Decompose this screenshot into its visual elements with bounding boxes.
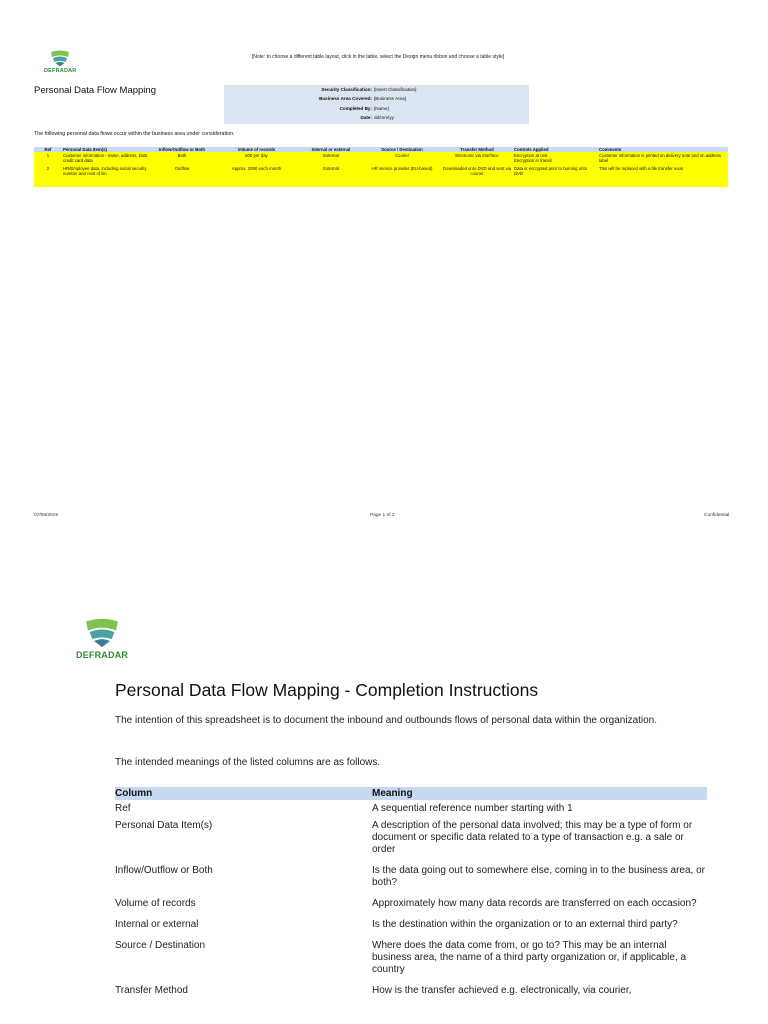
definition-meaning: Is the data going out to somewhere else, coming in to the business area, or both? [372, 865, 705, 888]
column-definitions-table [115, 787, 707, 997]
definition-meaning: A description of the personal data involved; this may be a type of form or document or specific data related to a type of transaction e.g. a sale or order [372, 820, 693, 855]
definitions-header [115, 787, 707, 800]
table-layout-note: [Note: to choose a different table layout, click in the table, select the Design menu ribbon and choose a table style] [251, 54, 505, 60]
meta-row-date: Date: dd/mm/yy [360, 115, 394, 120]
instructions-title: Personal Data Flow Mapping - Completion Instructions [115, 680, 539, 700]
definition-column: Inflow/Outflow or Both [115, 865, 213, 876]
column-header: Transfer Method [441, 147, 513, 152]
table-cell: External [299, 165, 363, 187]
definition-column: Transfer Method [115, 985, 188, 996]
table-cell: Customer information - name, address, DoB, credit card data [62, 152, 150, 165]
column-header: Controls Applied [513, 147, 598, 152]
logo-text: DEFRADAR [44, 68, 77, 74]
definition-row [115, 865, 707, 889]
meta-row-classification: Security Classification: [Insert Classification] [321, 87, 417, 92]
column-header: Volume of records [214, 147, 299, 152]
table-cell: HR service provider (EU-based) [363, 165, 441, 187]
table-cell: Data is encrypted prior to burning onto DVD [513, 165, 598, 187]
definition-row [115, 820, 707, 856]
defradar-logo [44, 50, 76, 74]
table-cell: Downloaded onto DVD and sent via courier [441, 165, 513, 187]
table-cell: HR/Employee data, including social security number and next of kin [62, 165, 150, 187]
header-meaning: Meaning [372, 788, 413, 799]
footer-page-number: Page 1 of 2 [370, 513, 395, 518]
data-flow-table [34, 147, 728, 187]
column-header: Ref [34, 147, 62, 152]
radar-icon [82, 618, 122, 648]
table-cell: 1 [34, 152, 62, 165]
table-cell: External [299, 152, 363, 165]
column-header: Internal or external [299, 147, 363, 152]
definition-column: Internal or external [115, 919, 199, 930]
defradar-logo [76, 618, 128, 660]
header-column: Column [115, 788, 153, 799]
columns-intro-paragraph: The intended meanings of the listed columns are as follows. [115, 757, 381, 768]
definition-meaning: Where does the data come from, or go to? This may be an internal business area, the name of a third party organization or, if applicable, a country [372, 940, 687, 975]
definition-row [115, 803, 707, 815]
definition-column: Personal Data Item(s) [115, 820, 213, 831]
table-cell: This will be replaced with a file transfer soon [598, 165, 728, 187]
meta-row-business-area: Business Area Covered: [Business Area] [319, 96, 406, 101]
table-cell: Approx. 2000 each month [214, 165, 299, 187]
column-header: Source / Destination [363, 147, 441, 152]
column-header: Personal Data Item(s) [62, 147, 150, 152]
definition-column: Source / Destination [115, 940, 206, 951]
definition-meaning: A sequential reference number starting with 1 [372, 803, 573, 814]
definition-row [115, 919, 707, 931]
table-row [34, 165, 728, 187]
metadata-box [224, 85, 529, 124]
logo-text: DEFRADAR [76, 650, 129, 660]
footer-classification: Confidential [704, 513, 730, 518]
footer-date: 07/08/2019 [34, 513, 59, 518]
table-cell: 2 [34, 165, 62, 187]
radar-icon [49, 50, 71, 67]
definition-column: Volume of records [115, 898, 196, 909]
column-header: Comments [598, 147, 728, 152]
definition-column: Ref [115, 803, 131, 814]
table-row [34, 152, 728, 165]
table-cell: 500 per day [214, 152, 299, 165]
definition-meaning: Approximately how many data records are transferred on each occasion? [372, 898, 697, 909]
table-cell: Electronic via interface [441, 152, 513, 165]
intro-paragraph: The intention of this spreadsheet is to document the inbound and outbounds flows of personal data within the organization. [115, 715, 658, 726]
table-cell: Outflow [150, 165, 214, 187]
table-cell: Both [150, 152, 214, 165]
table-cell: Encryption at rest Encryption in transit [513, 152, 598, 165]
column-header: Inflow/Outflow or Both [150, 147, 214, 152]
table-cell: Courier [363, 152, 441, 165]
definition-row [115, 940, 707, 976]
definition-row [115, 898, 707, 910]
table-cell: Customer information is printed on delivery note and on address label [598, 152, 728, 165]
intro-text: The following personal data flows occur within the business area under consideration. [34, 131, 235, 137]
definition-meaning: How is the transfer achieved e.g. electronically, via courier, [372, 985, 632, 996]
definition-meaning: Is the destination within the organization or to an external third party? [372, 919, 678, 930]
page-title: Personal Data Flow Mapping [34, 85, 156, 96]
meta-row-completed-by: Completed By: [Name] [339, 106, 389, 111]
definition-row [115, 985, 707, 997]
